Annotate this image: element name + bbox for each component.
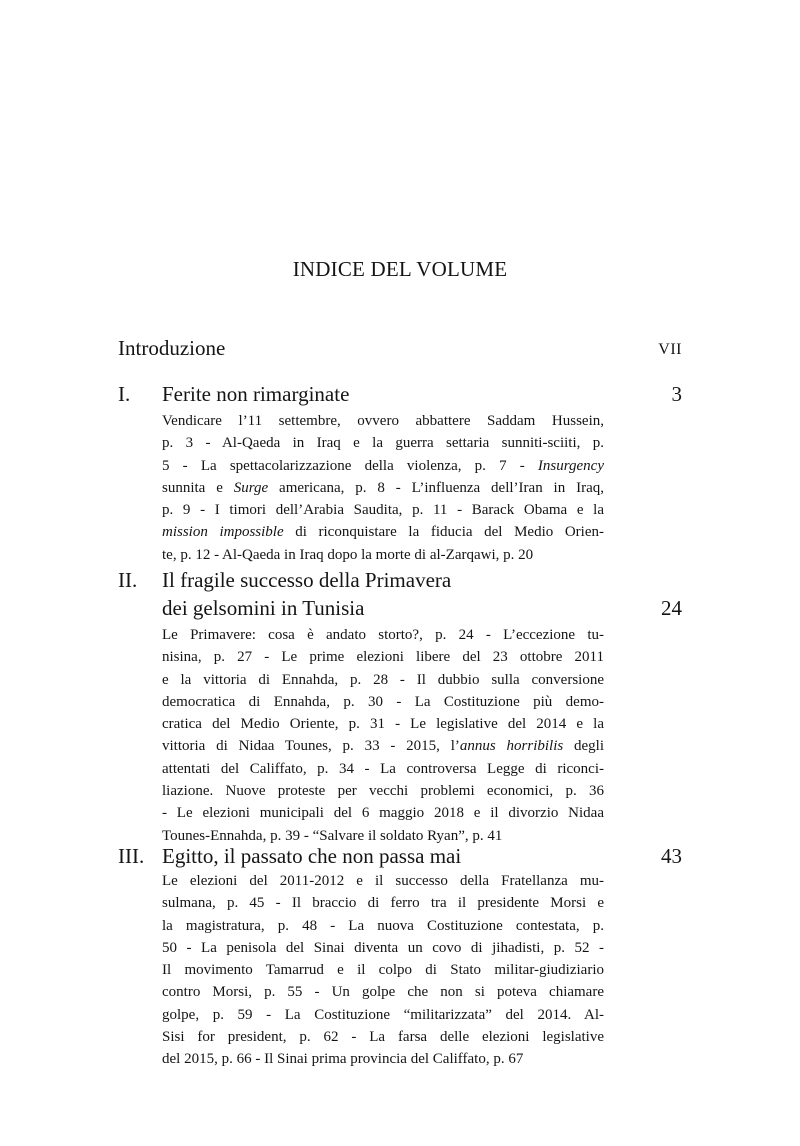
summary-text: del 2015, p. 66 - Il Sinai prima provincia del Califfato, p. 67 xyxy=(162,1051,524,1068)
summary-line xyxy=(162,624,604,646)
summary-text: p. 9 - I timori dell’Arabia Saudita, p. 11 - Barack Obama e la xyxy=(162,502,604,519)
summary-line xyxy=(162,1026,604,1048)
summary-line xyxy=(162,959,604,981)
chapter-title-line: Egitto, il passato che non passa mai xyxy=(162,844,462,868)
summary-line xyxy=(162,521,604,543)
summary-line xyxy=(162,937,604,959)
summary-text: contro Morsi, p. 55 - Un golpe che non si poteva chiamare xyxy=(162,984,604,1001)
chapter-title xyxy=(162,842,602,870)
summary-line xyxy=(162,780,604,802)
summary-text: liazione. Nuove proteste per vecchi problemi economici, p. 36 xyxy=(162,783,604,800)
summary-line xyxy=(162,915,604,937)
chapter-title-line: Il fragile successo della Primavera xyxy=(162,568,452,592)
summary-text: Le Primavere: cosa è andato storto?, p. 24 - L’eccezione tu- xyxy=(162,627,604,643)
summary-line xyxy=(162,691,604,713)
summary-line xyxy=(162,432,604,454)
chapter-number: II. xyxy=(118,568,138,592)
summary-line xyxy=(162,870,604,892)
chapter-title-line: Ferite non rimarginate xyxy=(162,382,350,406)
summary-line xyxy=(162,499,604,521)
summary-line xyxy=(162,735,604,757)
summary-text: cratica del Medio Oriente, p. 31 - Le legislative del 2014 e la xyxy=(162,716,604,733)
summary-line xyxy=(162,477,604,499)
summary-text: democratica di Ennahda, p. 30 - La Costituzione più demo- xyxy=(162,693,604,710)
chapter-number: III. xyxy=(118,844,145,868)
summary-text: Vendicare l’11 settembre, ovvero abbattere Saddam Hussein, xyxy=(162,413,604,429)
summary-text: di riconquistare la fiducia del Medio Orien- xyxy=(283,524,604,541)
summary-line xyxy=(162,669,604,691)
summary-text: golpe, p. 59 - La Costituzione “militarizzata” del 2014. Al- xyxy=(162,1006,604,1023)
summary-text: americana, p. 8 - L’influenza dell’Iran in Iraq, xyxy=(268,479,604,496)
chapter-summary xyxy=(162,410,604,566)
summary-text: degli xyxy=(563,738,604,755)
chapter-page-number: 24 xyxy=(661,596,682,620)
summary-text: te, p. 12 - Al-Qaeda in Iraq dopo la morte di al-Zarqawi, p. 20 xyxy=(162,546,534,563)
summary-text: - Le elezioni municipali del 6 maggio 2018 e il divorzio Nidaa xyxy=(162,805,604,822)
summary-line xyxy=(162,410,604,432)
summary-line xyxy=(162,1004,604,1026)
introduction-label: Introduzione xyxy=(118,336,226,360)
summary-line xyxy=(162,544,604,566)
summary-line xyxy=(162,802,604,824)
summary-line xyxy=(162,1048,604,1070)
summary-text: Le elezioni del 2011-2012 e il successo della Fratellanza mu- xyxy=(162,873,604,889)
summary-text: e la vittoria di Ennahda, p. 28 - Il dubbio sulla conversione xyxy=(162,671,604,688)
summary-text: vittoria di Nidaa Tounes, p. 33 - 2015, l’ xyxy=(162,738,460,755)
summary-line xyxy=(162,646,604,668)
chapter-number: I. xyxy=(118,382,131,406)
introduction-entry[interactable] xyxy=(118,334,682,362)
chapter-summary xyxy=(162,624,604,847)
summary-text: Il movimento Tamarrud e il colpo di Stato militar-giudiziario xyxy=(162,962,604,979)
introduction-page-number: VII xyxy=(658,341,682,358)
summary-italic-text: Insurgency xyxy=(537,457,604,474)
chapter-page-number: 43 xyxy=(661,844,682,868)
summary-text: 50 - La penisola del Sinai diventa un covo di jihadisti, p. 52 - xyxy=(162,939,604,956)
chapter-title xyxy=(162,380,602,408)
summary-italic-text: Surge xyxy=(233,479,269,496)
summary-italic-text: mission impossible xyxy=(162,524,284,541)
summary-text: sulmana, p. 45 - Il braccio di ferro tra il presidente Morsi e xyxy=(162,895,604,912)
summary-text: la magistratura, p. 48 - La nuova Costituzione contestata, p. xyxy=(162,917,604,934)
chapter-page-number: 3 xyxy=(671,382,682,406)
summary-line xyxy=(162,713,604,735)
chapter-title xyxy=(162,566,602,622)
summary-text: p. 3 - Al-Qaeda in Iraq e la guerra settaria sunniti-sciiti, p. xyxy=(162,435,604,452)
summary-text: Sisi for president, p. 62 - La farsa delle elezioni legislative xyxy=(162,1029,604,1046)
summary-text: Tounes-Ennahda, p. 39 - “Salvare il soldato Ryan”, p. 41 xyxy=(162,827,503,844)
summary-line xyxy=(162,892,604,914)
summary-text: sunnita e xyxy=(162,479,234,496)
summary-text: 5 - La spettacolarizzazione della violenza, p. 7 - xyxy=(162,457,538,474)
chapter-summary xyxy=(162,870,604,1071)
summary-line xyxy=(162,455,604,477)
page-title: INDICE DEL VOLUME xyxy=(292,257,508,281)
summary-text: attentati del Califfato, p. 34 - La controversa Legge di riconci- xyxy=(162,760,604,777)
summary-line xyxy=(162,981,604,1003)
summary-italic-text: annus horribilis xyxy=(459,738,564,755)
chapter-title-line: dei gelsomini in Tunisia xyxy=(162,596,365,620)
summary-text: nisina, p. 27 - Le prime elezioni libere del 23 ottobre 2011 xyxy=(162,649,604,666)
summary-line xyxy=(162,758,604,780)
